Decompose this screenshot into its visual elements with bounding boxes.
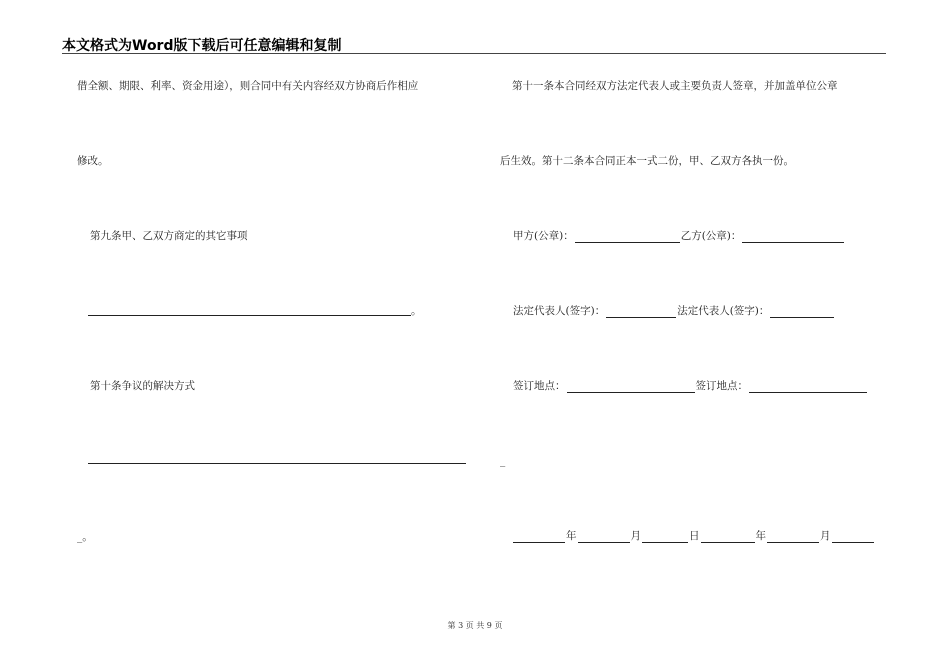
party-a-seal-blank bbox=[575, 231, 680, 243]
party-b-place-blank bbox=[749, 381, 867, 393]
article-9-heading: 第九条甲、乙双方商定的其它事项 bbox=[90, 230, 248, 242]
page-number-footer: 第 3 页 共 9 页 bbox=[447, 621, 503, 630]
year-a-blank bbox=[513, 531, 565, 543]
article-9-period: 。 bbox=[411, 305, 422, 317]
party-b-rep-label: 法定代表人(签字)： bbox=[677, 305, 770, 317]
month-a-label: 月 bbox=[630, 530, 641, 542]
stray-underscore: _ bbox=[500, 455, 506, 467]
day-b-blank bbox=[832, 531, 874, 543]
party-b-place-label: 签订地点： bbox=[695, 380, 748, 392]
left-paragraph-line-1: 借全额、期限、利率、资金用途），则合同中有关内容经双方协商后作相应 bbox=[77, 80, 419, 92]
party-b-seal-label: 乙方(公章)： bbox=[680, 230, 742, 242]
party-a-rep-label: 法定代表人(签字)： bbox=[513, 305, 606, 317]
party-a-rep-blank bbox=[606, 306, 676, 318]
article-10-heading: 第十条争议的解决方式 bbox=[90, 380, 195, 392]
party-b-rep-blank bbox=[770, 306, 834, 318]
party-a-seal-label: 甲方(公章)： bbox=[513, 230, 574, 242]
party-seal-row bbox=[513, 229, 845, 243]
article-10-blank-line bbox=[88, 463, 466, 464]
party-a-place-blank bbox=[567, 381, 695, 393]
header-divider bbox=[62, 53, 886, 54]
year-b-blank bbox=[701, 531, 755, 543]
date-row bbox=[512, 529, 875, 543]
article-10-end: _。 bbox=[77, 531, 93, 543]
party-b-seal-blank bbox=[742, 231, 844, 243]
day-a-blank bbox=[642, 531, 688, 543]
party-a-place-label: 签订地点： bbox=[513, 380, 566, 392]
year-a-label: 年 bbox=[566, 530, 577, 542]
article-11-line: 第十一条本合同经双方法定代表人或主要负责人签章，并加盖单位公章 bbox=[512, 80, 838, 92]
month-b-label: 月 bbox=[820, 530, 831, 542]
day-a-label: 日 bbox=[689, 530, 700, 542]
signing-place-row bbox=[513, 379, 868, 393]
month-b-blank bbox=[767, 531, 819, 543]
representative-row bbox=[513, 304, 835, 318]
page-header-title: 本文格式为Word版下载后可任意编辑和复制 bbox=[62, 38, 342, 54]
article-9-blank-line bbox=[88, 315, 411, 316]
left-paragraph-line-2: 修改。 bbox=[77, 155, 109, 167]
article-12-line: 后生效。第十二条本合同正本一式二份，甲、乙双方各执一份。 bbox=[500, 155, 794, 167]
year-b-label: 年 bbox=[755, 530, 766, 542]
month-a-blank bbox=[578, 531, 630, 543]
